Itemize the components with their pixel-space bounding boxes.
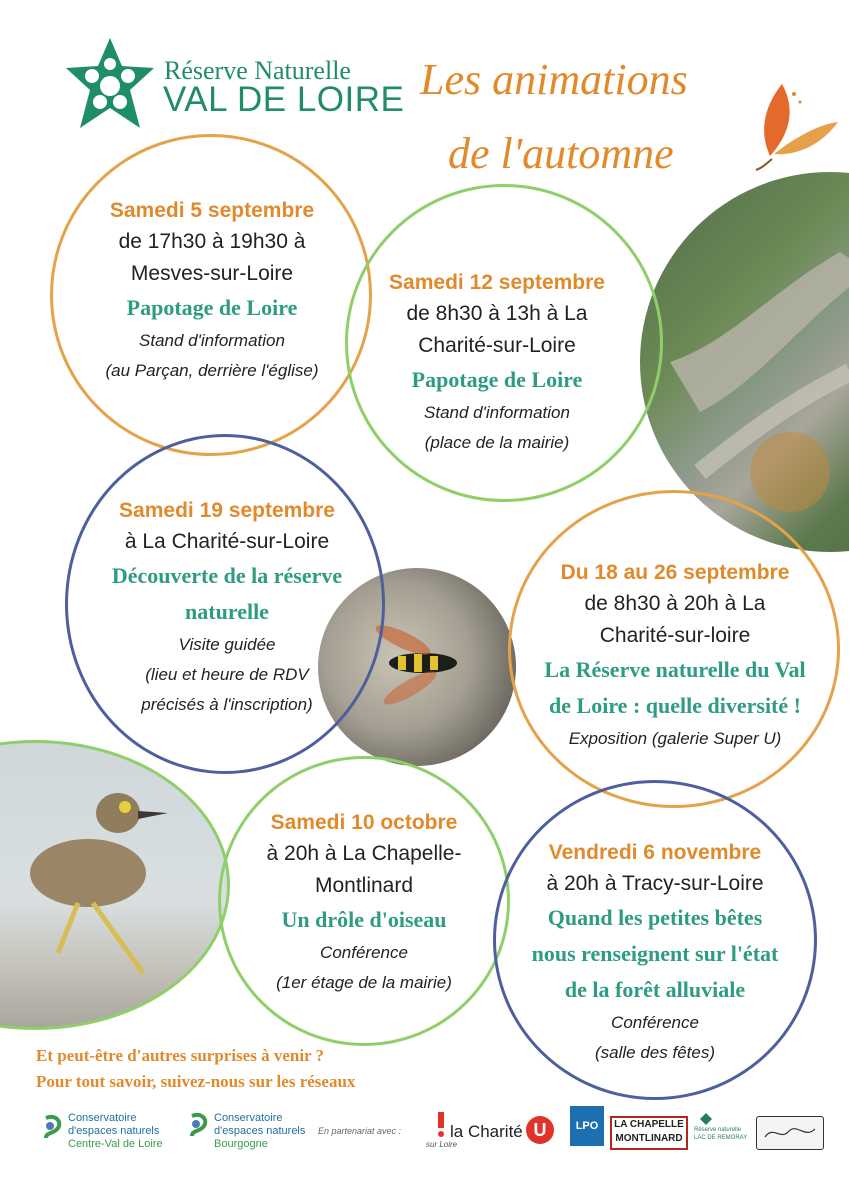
lpo-logo — [570, 1106, 604, 1146]
event-title: Découverte de la réserve — [111, 563, 343, 588]
event-date: Du 18 au 26 septembre — [560, 561, 790, 584]
remoray-line: Réserve naturelle — [694, 1127, 742, 1133]
event-note: Stand d'information — [139, 331, 285, 350]
remoray-line: LAC DE REMORAY — [694, 1135, 748, 1141]
cen-bourgogne-line: Bourgogne — [214, 1138, 268, 1150]
event-when: Montlinard — [314, 874, 414, 897]
event-1 — [66, 196, 358, 386]
page-title-line1: Les animations — [420, 55, 688, 104]
cen-bourgogne-line: Conservatoire — [214, 1112, 283, 1124]
chapelle-line: LA CHAPELLE — [614, 1119, 684, 1130]
logo-star-icon — [62, 36, 158, 136]
event-title: Quand les petites bêtes — [547, 905, 763, 930]
event-date: Samedi 10 octobre — [270, 811, 458, 834]
event-title: La Réserve naturelle du Val — [544, 657, 806, 682]
event-title: nous renseignent sur l'état — [531, 941, 779, 966]
cen-bourgogne-logo — [214, 1112, 305, 1151]
event-date: Samedi 12 septembre — [389, 271, 605, 294]
event-when: Mesves-sur-Loire — [130, 262, 294, 285]
event-note: (lieu et heure de RDV — [145, 665, 309, 684]
chapelle-logo — [610, 1116, 688, 1150]
event-title: Papotage de Loire — [411, 367, 583, 392]
cen-bourgogne-logo-icon — [188, 1112, 210, 1138]
event-when: de 8h30 à 20h à La — [584, 592, 766, 615]
event-note: Stand d'information — [424, 403, 570, 422]
event-when: de 17h30 à 19h30 à — [118, 230, 306, 253]
event-title: de la forêt alluviale — [564, 977, 746, 1002]
cen-cvl-logo — [68, 1112, 163, 1151]
event-title: naturelle — [185, 599, 269, 624]
chapelle-line: MONTLINARD — [615, 1133, 683, 1144]
superu-letter: U — [533, 1120, 547, 1140]
lacharite-sub: sur Loire — [426, 1140, 458, 1149]
event-when: de 8h30 à 13h à La — [406, 302, 588, 325]
cen-cvl-line: d'espaces naturels — [68, 1125, 160, 1137]
org-name-line2: VAL DE LOIRE — [163, 80, 405, 119]
org-name-line1: Réserve Naturelle — [164, 56, 351, 85]
remoray-logo — [694, 1126, 747, 1142]
event-note: Conférence — [320, 943, 408, 962]
event-title: de Loire : quelle diversité ! — [549, 693, 801, 718]
event-when: à 20h à Tracy-sur-Loire — [546, 872, 764, 895]
autumn-leaf-icon — [742, 64, 842, 174]
event-note: précisés à l'inscription) — [141, 695, 313, 714]
event-note: Exposition (galerie Super U) — [568, 729, 782, 748]
event-6 — [500, 838, 810, 1068]
bird-photo — [0, 740, 230, 1030]
event-date: Samedi 5 septembre — [109, 199, 315, 222]
teaser-line2: Pour tout savoir, suivez-nous sur les réseaux — [36, 1072, 356, 1091]
lacharite-logo-icon — [436, 1112, 446, 1138]
event-when: Charité-sur-loire — [599, 624, 751, 647]
event-note: Conférence — [611, 1013, 699, 1032]
event-when: à 20h à La Chapelle- — [266, 842, 462, 865]
cen-cvl-line: Conservatoire — [68, 1112, 137, 1124]
event-3 — [82, 496, 372, 720]
superu-logo — [526, 1116, 554, 1144]
partner-label: En partenariat avec : — [318, 1126, 402, 1136]
event-note: Visite guidée — [178, 635, 276, 654]
lacharite-logo: la Charité — [450, 1122, 523, 1141]
cen-cvl-logo-icon — [42, 1114, 64, 1140]
event-title: Papotage de Loire — [126, 295, 298, 320]
event-when: Charité-sur-Loire — [418, 334, 576, 357]
event-5 — [226, 808, 502, 998]
event-note: (place de la mairie) — [424, 433, 570, 452]
teaser-line1: Et peut-être d'autres surprises à venir ? — [36, 1046, 325, 1065]
event-when: à La Charité-sur-Loire — [124, 530, 330, 553]
cen-bourgogne-line: d'espaces naturels — [214, 1125, 306, 1137]
cen-cvl-line: Centre-Val de Loire — [68, 1138, 163, 1150]
event-4 — [520, 558, 830, 754]
event-title: Un drôle d'oiseau — [281, 907, 447, 932]
event-note: (1er étage de la mairie) — [276, 973, 452, 992]
event-note: (au Parçan, derrière l'église) — [105, 361, 319, 380]
event-note: (salle des fêtes) — [595, 1043, 715, 1062]
page-title-line2: de l'automne — [448, 129, 674, 178]
event-2 — [352, 268, 642, 458]
event-date: Vendredi 6 novembre — [548, 841, 762, 864]
lpo-text: LPO — [575, 1120, 599, 1132]
signature-logo-icon — [756, 1116, 824, 1150]
remoray-logo-icon — [700, 1112, 712, 1124]
event-date: Samedi 19 septembre — [119, 499, 335, 522]
